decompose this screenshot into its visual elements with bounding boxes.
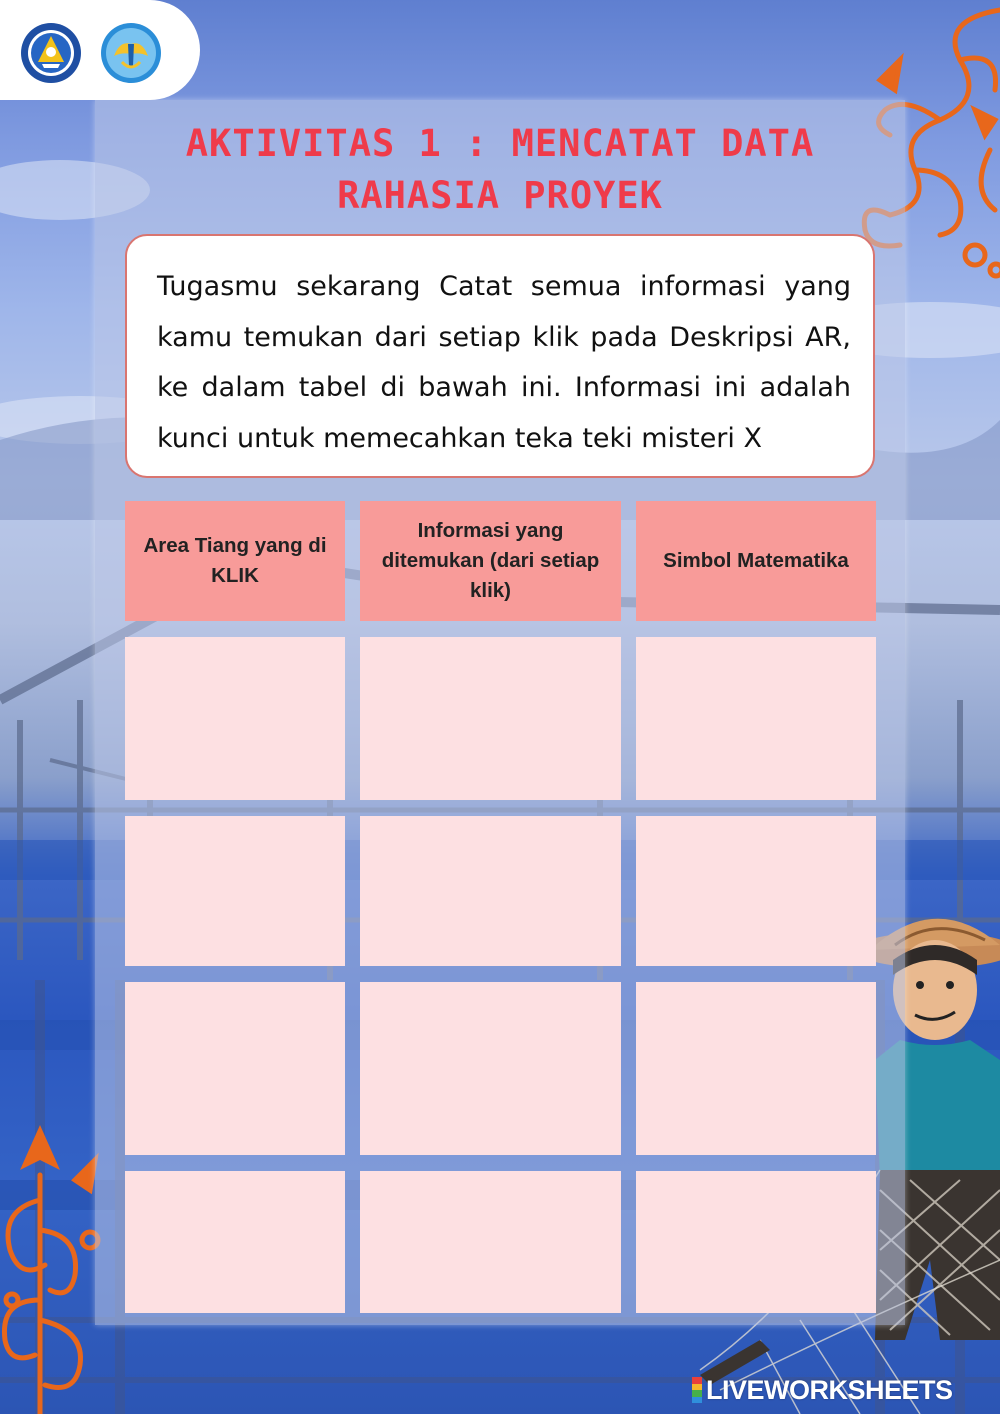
- answer-cell-information[interactable]: [360, 982, 621, 1155]
- instruction-box: [125, 234, 875, 478]
- ornament-bottom-left: [4, 1125, 98, 1414]
- table-header-information: [360, 501, 621, 621]
- table-header-symbol: [636, 501, 876, 621]
- header-label: Area Tiang yang di KLIK: [143, 534, 327, 587]
- logo-header: [0, 0, 200, 100]
- title-line-1: AKTIVITAS 1 : MENCATAT DATA: [185, 122, 815, 165]
- instruction-text: Tugasmu sekarang Catat semua informasi yang kamu temukan dari setiap klik pada Deskripsi AR, ke dalam tabel di bawah ini. Informasi ini adalah kunci untuk memecahkan teka teki misteri X: [157, 271, 851, 454]
- answer-cell-symbol[interactable]: [636, 816, 876, 966]
- answer-cell-symbol[interactable]: [636, 1171, 876, 1313]
- answer-cell-area[interactable]: [125, 982, 345, 1155]
- watermark-text: LIVEWORKSHEETS: [706, 1374, 953, 1405]
- answer-cell-area[interactable]: [125, 816, 345, 966]
- answer-cell-information[interactable]: [360, 816, 621, 966]
- answer-cell-symbol[interactable]: [636, 982, 876, 1155]
- liveworksheets-logo-icon: [692, 1377, 702, 1403]
- page-title: [150, 118, 850, 222]
- header-label: Simbol Matematika: [663, 549, 849, 572]
- answer-cell-information[interactable]: [360, 1171, 621, 1313]
- answer-cell-area[interactable]: [125, 1171, 345, 1313]
- answer-cell-information[interactable]: [360, 637, 621, 800]
- liveworksheets-watermark: [692, 1374, 953, 1406]
- title-line-2: RAHASIA PROYEK: [337, 174, 663, 217]
- university-seal-logo: [20, 22, 82, 84]
- answer-cell-symbol[interactable]: [636, 637, 876, 800]
- answer-cell-area[interactable]: [125, 637, 345, 800]
- table-header-area: [125, 501, 345, 621]
- tut-wuri-handayani-logo: [100, 22, 162, 84]
- header-label: Informasi yang ditemukan (dari setiap klik): [381, 519, 600, 602]
